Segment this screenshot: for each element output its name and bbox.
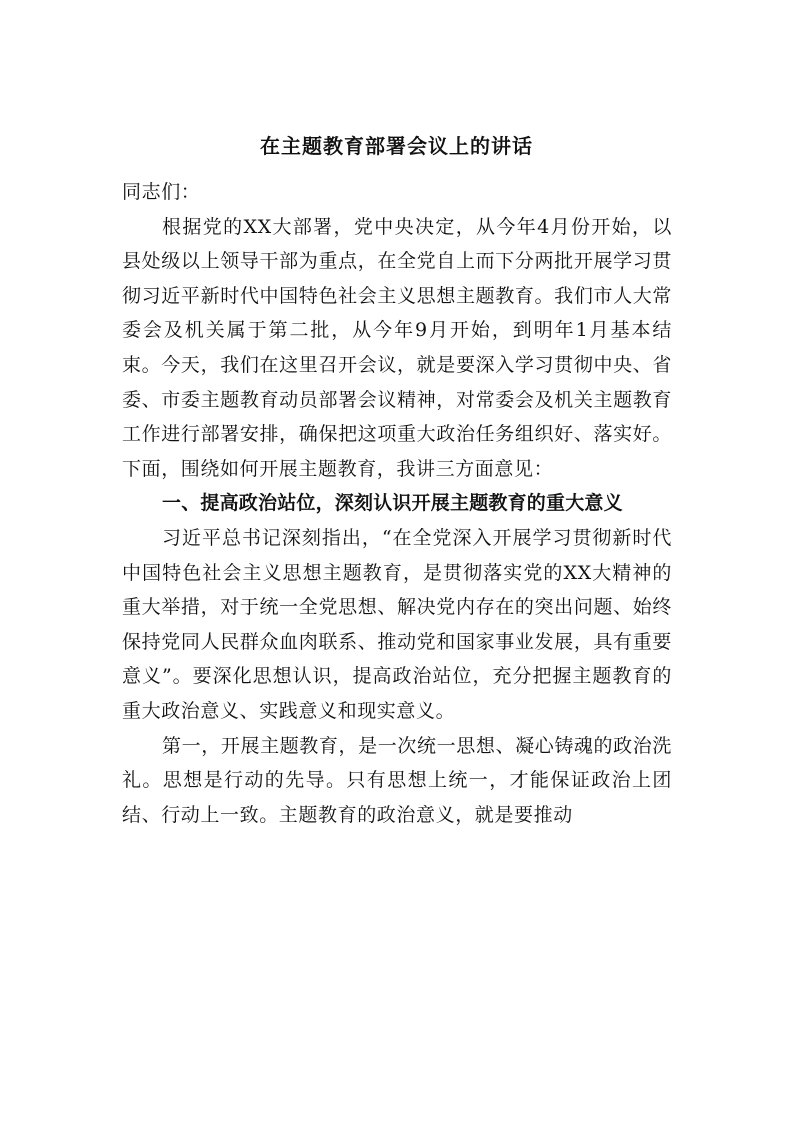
document-title: 在主题教育部署会议上的讲话 [260,134,533,158]
document-body [122,175,672,832]
paragraph-first-point: 第一，开展主题教育，是一次统一思想、凝心铸魂的政治洗礼。思想是行动的先导。只有思想上统一，才能保证政治上团结、行动上一致。主题教育的政治意义，就是要推动 [122,734,672,826]
paragraph-intro: 根据党的XX大部署，党中央决定，从今年4月份开始，以县处级以上领导干部为重点，在全党自上而下分两批开展学习贯彻习近平新时代中国特色社会主义思想主题教育。我们市人大常委会及机关属于第二批，从今年9月开始，到明年1月基本结束。今天，我们在这里召开会议，就是要深入学习贯彻中央、省委、市委主题教育动员部署会议精神，对常委会及机关主题教育工作进行部署安排，确保把这项重大政治任务组织好、落实好。下面，围绕如何开展主题教育，我讲三方面意见： [122,215,672,480]
section-heading-1: 一、提高政治站位，深刻认识开展主题教育的重大意义 [162,492,623,515]
paragraph-significance: 习近平总书记深刻指出，“在全党深入开展学习贯彻新时代中国特色社会主义思想主题教育，是贯彻落实党的XX大精神的重大举措，对于统一全党思想、解决党内存在的突出问题、始终保持党同人民群众血肉联系、推动党和国家事业发展，具有重要意义”。要深化思想认识，提高政治站位，充分把握主题教育的重大政治意义、实践意义和现实意义。 [122,526,672,722]
salutation: 同志们： [122,181,201,203]
